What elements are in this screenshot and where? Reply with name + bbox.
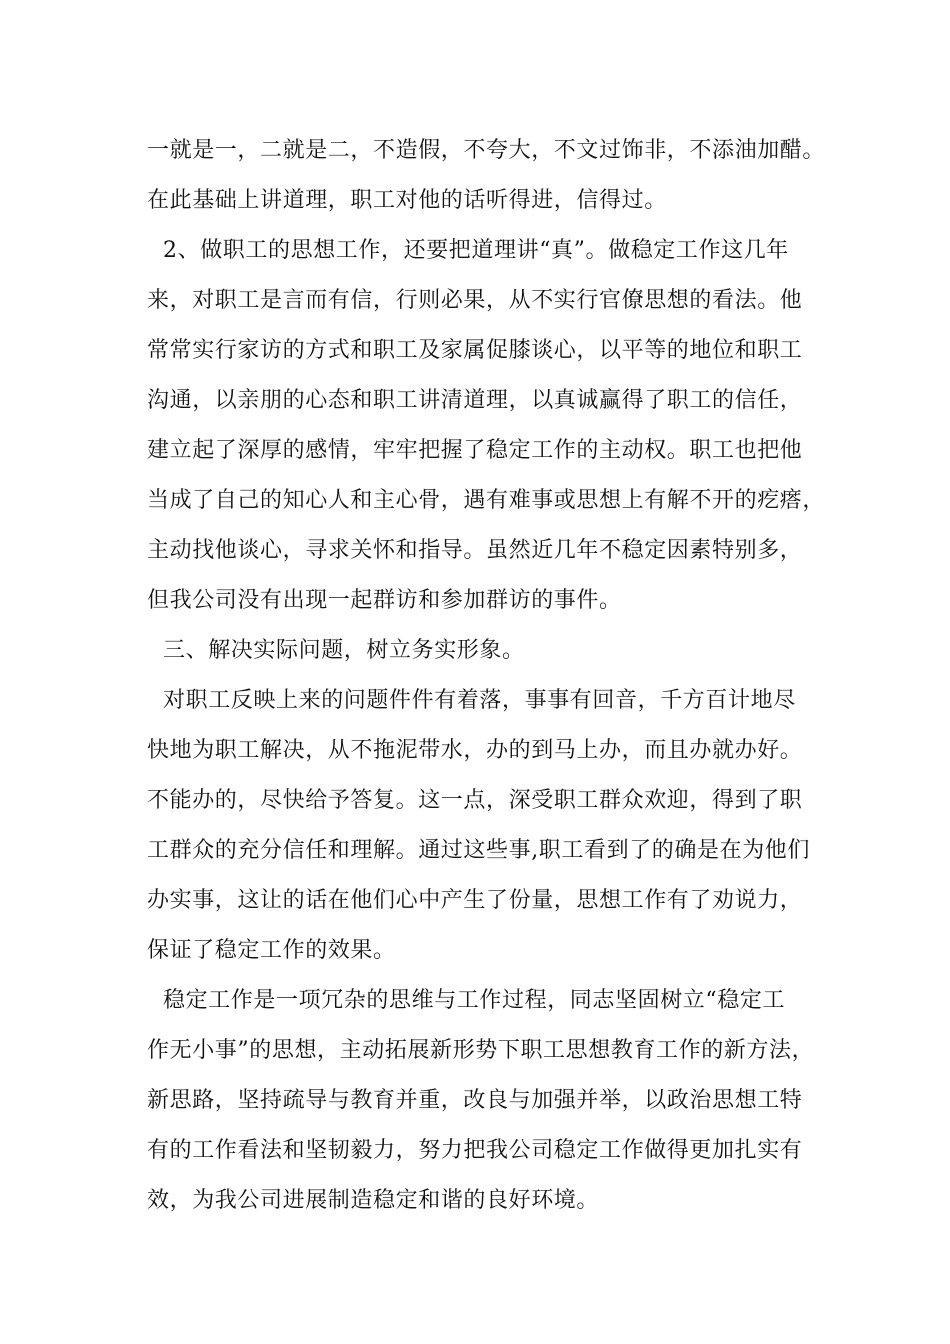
- text-line: 2、做职工的思想工作，还要把道理讲“真”。做稳定工作这几年: [163, 238, 789, 263]
- text-line: 当成了自己的知心人和主心骨，遇有难事或思想上有解不开的疙瘩，: [147, 488, 826, 513]
- text-line: 办实事，这让的话在他们心中产生了份量，思想工作有了劝说力，: [147, 888, 803, 913]
- text-line: 保证了稳定工作的效果。: [147, 938, 396, 963]
- text-line: 对职工反映上来的问题件件有着落，事事有回音，千方百计地尽: [163, 688, 796, 713]
- text-line: 作无小事”的思想，主动拓展新形势下职工思想教育工作的新方法，: [147, 1038, 815, 1063]
- text-line: 建立起了深厚的感情，牢牢把握了稳定工作的主动权。职工也把他: [147, 438, 803, 463]
- text-line: 但我公司没有出现一起群访和参加群访的事件。: [147, 588, 622, 613]
- text-line: 在此基础上讲道理，职工对他的话听得进，信得过。: [147, 188, 667, 213]
- text-line: 沟通，以亲朋的心态和职工讲清道理，以真诚赢得了职工的信任，: [147, 388, 803, 413]
- text-line: 新思路，坚持疏导与教育并重，改良与加强并举，以政治思想工特: [147, 1088, 803, 1113]
- text-line: 稳定工作是一项冗杂的思维与工作过程，同志坚固树立“稳定工: [163, 988, 786, 1013]
- text-line: 有的工作看法和坚韧毅力，努力把我公司稳定工作做得更加扎实有: [147, 1138, 803, 1163]
- text-line: 快地为职工解决，从不拖泥带水，办的到马上办，而且办就办好。: [147, 738, 803, 763]
- text-line: 不能办的，尽快给予答复。这一点，深受职工群众欢迎，得到了职: [147, 788, 803, 813]
- text-line: 一就是一，二就是二，不造假，不夸大，不文过饰非，不添油加醋。: [147, 138, 826, 163]
- text-line: 效，为我公司进展制造稳定和谐的良好环境。: [147, 1188, 600, 1213]
- section-heading: 三、解决实际问题，树立务实形象。: [163, 638, 525, 663]
- text-line: 来，对职工是言而有信，行则必果，从不实行官僚思想的看法。他: [147, 288, 803, 313]
- text-line: 主动找他谈心，寻求关怀和指导。虽然近几年不稳定因素特别多，: [147, 538, 803, 563]
- text-line: 工群众的充分信任和理解。通过这些事,职工看到了的确是在为他们: [147, 838, 810, 863]
- text-line: 常常实行家访的方式和职工及家属促膝谈心，以平等的地位和职工: [147, 338, 803, 363]
